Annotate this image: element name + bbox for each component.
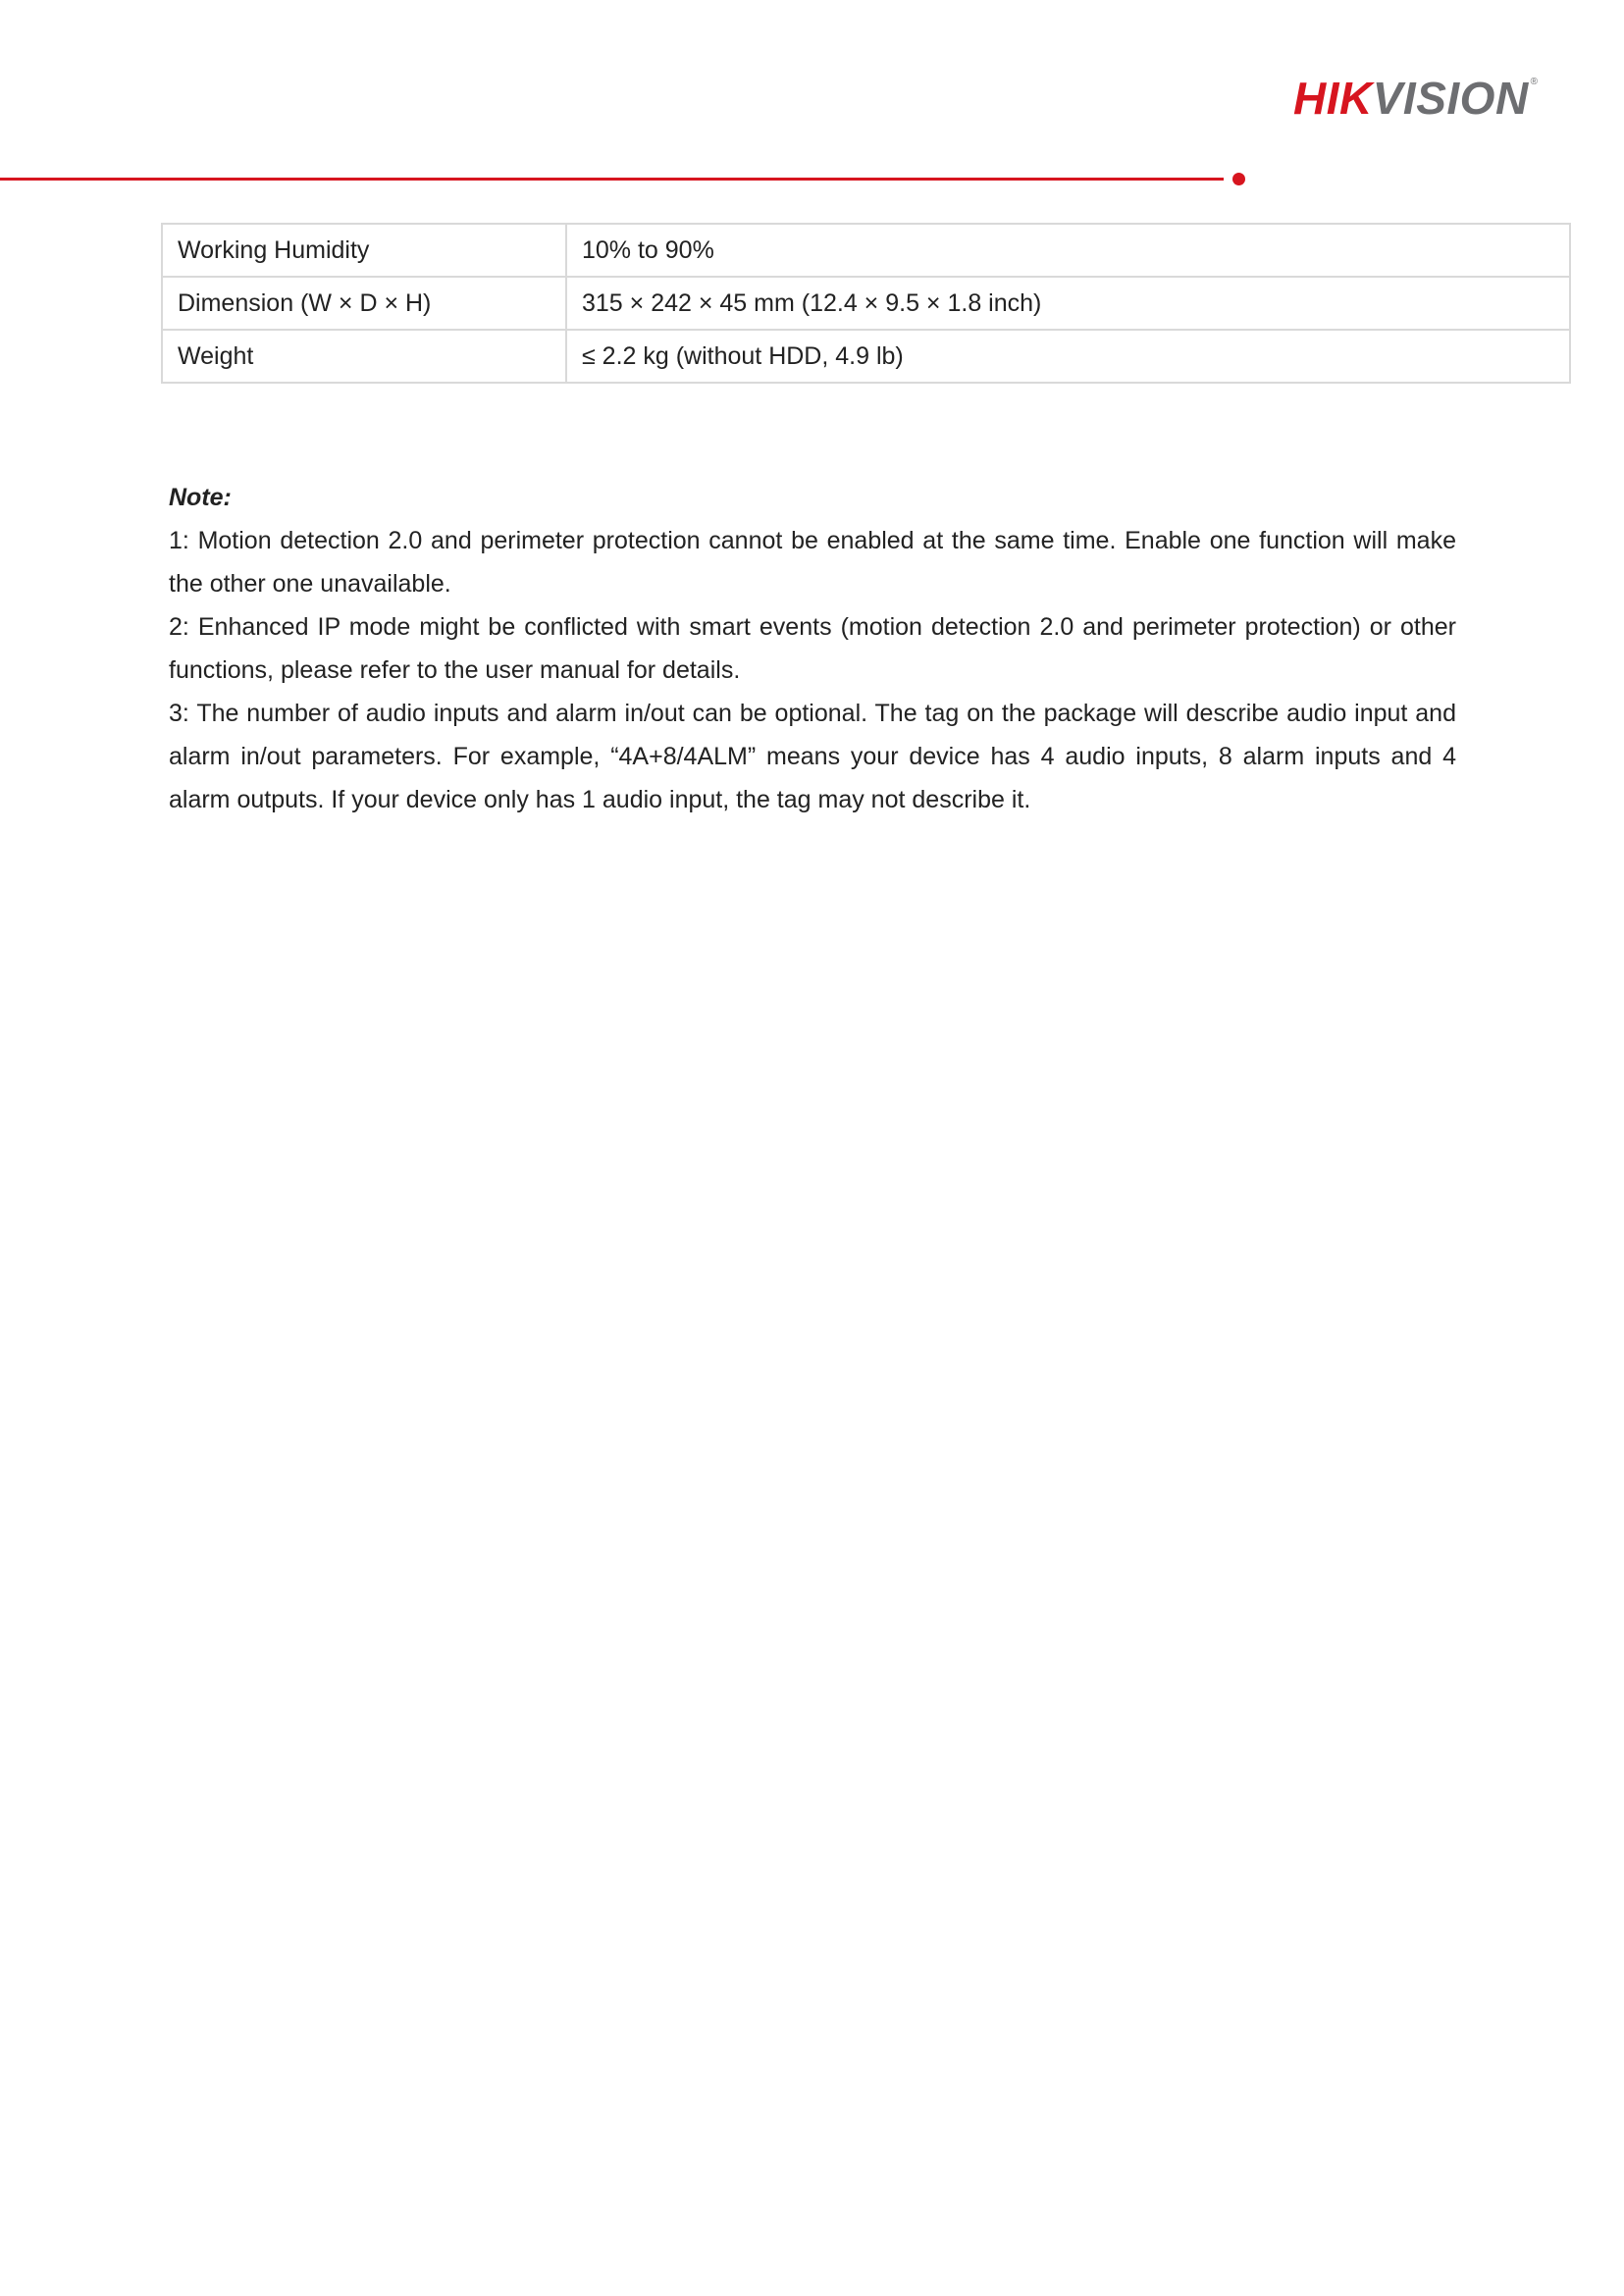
notes-title: Note:	[169, 484, 232, 511]
note-item: 1: Motion detection 2.0 and perimeter protection cannot be enabled at the same time. Enable one function will make the other one unavailable.	[169, 527, 1456, 598]
spec-label: Dimension (W × D × H)	[162, 277, 566, 330]
header-divider-line	[0, 178, 1224, 181]
spec-label: Working Humidity	[162, 224, 566, 277]
spec-table	[161, 223, 1571, 384]
spec-value: ≤ 2.2 kg (without HDD, 4.9 lb)	[566, 330, 1570, 383]
logo-vision-text: VISION	[1372, 73, 1529, 124]
logo-hik-text: HIK	[1293, 73, 1373, 124]
header-divider-dot	[1232, 173, 1245, 185]
note-item: 3: The number of audio inputs and alarm in/out can be optional. The tag on the package will describe audio input and alarm in/out parameters. For example, “4A+8/4ALM” means your device has 4 audio inputs, 8 alarm inputs and 4 alarm outputs. If your device only has 1 audio input, the tag may not describe it.	[169, 700, 1456, 813]
table-row	[162, 330, 1570, 383]
hikvision-logo	[1293, 71, 1539, 126]
notes-section	[169, 476, 1456, 821]
table-row	[162, 224, 1570, 277]
note-item: 2: Enhanced IP mode might be conflicted with smart events (motion detection 2.0 and perimeter protection) or other functions, please refer to the user manual for details.	[169, 613, 1456, 684]
registered-mark: ®	[1530, 77, 1539, 87]
spec-label: Weight	[162, 330, 566, 383]
spec-value: 315 × 242 × 45 mm (12.4 × 9.5 × 1.8 inch)	[566, 277, 1570, 330]
spec-value: 10% to 90%	[566, 224, 1570, 277]
table-row	[162, 277, 1570, 330]
